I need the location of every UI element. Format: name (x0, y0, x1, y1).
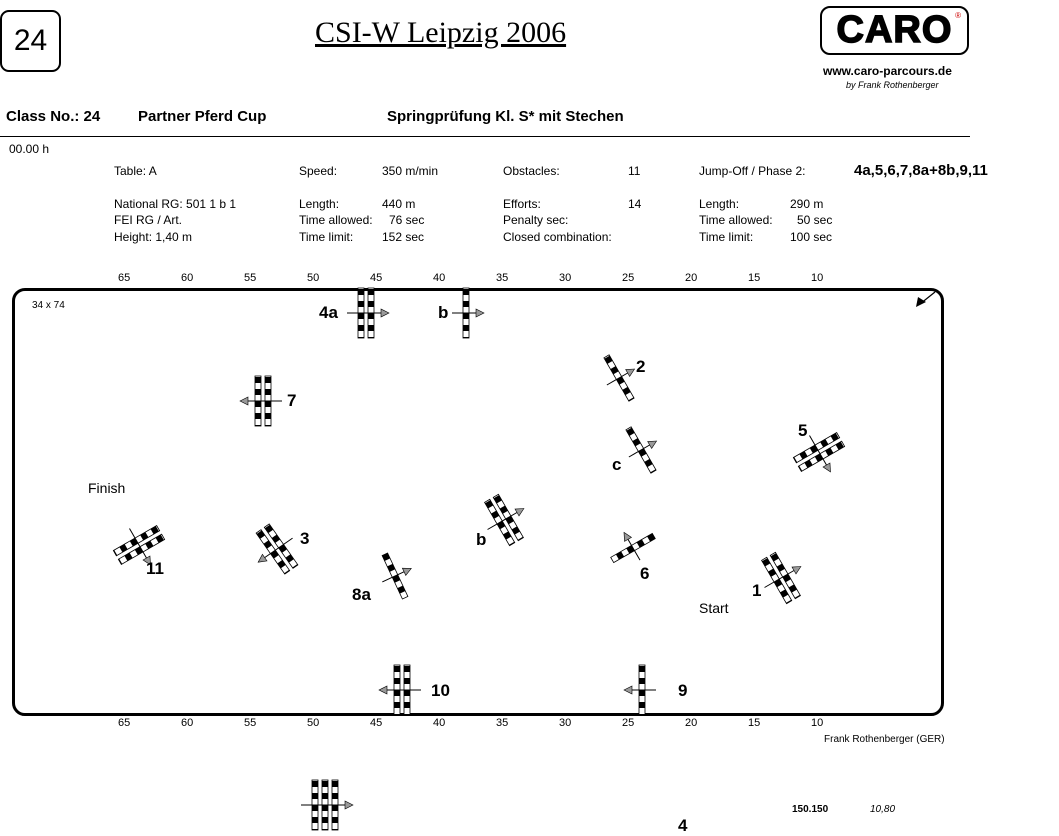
legend-code: 150.150 (792, 804, 829, 815)
jumpoff-value: 4a,5,6,7,8a+8b,9,11 (854, 162, 988, 179)
legend-fence-fence (301, 780, 353, 830)
designer-credit: Frank Rothenberger (GER) (824, 734, 945, 745)
obstacles-label: Obstacles: (503, 164, 560, 178)
speed-label: Speed: (299, 164, 338, 178)
class-no: Class No.: 24 (6, 108, 101, 125)
obstacle-7-label: 7 (287, 391, 297, 410)
scale-tick-20: 20 (685, 717, 698, 729)
obstacle-10-fence (379, 665, 421, 715)
event-title: CSI-W Leipzig 2006 (315, 16, 567, 49)
obstacle-6-arrow-icon (621, 530, 632, 541)
sponsor-name: Partner Pferd Cup (138, 108, 267, 125)
obstacle-2-label: 2 (636, 357, 646, 376)
obstacle-b-top-arrow-icon (476, 309, 484, 317)
obstacle-5-label: 5 (798, 421, 808, 440)
scale-tick-50: 50 (307, 272, 320, 284)
jo-time-limit-label: Time limit: (699, 230, 754, 244)
arena-size: 34 x 74 (32, 300, 65, 311)
obstacle-b-mid-label: b (476, 530, 487, 549)
scale-tick-25: 25 (622, 717, 635, 729)
obstacle-3-label: 3 (300, 529, 310, 548)
scale-tick-60: 60 (181, 717, 194, 729)
obstacle-4a-fence (347, 288, 389, 338)
jumpoff-label: Jump-Off / Phase 2: (699, 164, 806, 178)
jo-time-allowed-value: 50 sec (797, 213, 833, 227)
logo-text: CARO (836, 9, 953, 51)
scale-tick-60: 60 (181, 272, 194, 284)
competition-name: Springprüfung Kl. S* mit Stechen (387, 108, 624, 125)
obstacle-9-label: 9 (678, 681, 688, 700)
logo-registered-mark: ® (955, 11, 961, 20)
legend-fence-arrow-icon (345, 801, 353, 809)
jo-time-allowed-label: Time allowed: (699, 213, 773, 227)
obstacle-4a-arrow-icon (381, 309, 389, 317)
scale-tick-55: 55 (244, 717, 257, 729)
obstacle-7-arrow-icon (240, 397, 248, 405)
height-spec: Height: 1,40 m (114, 230, 193, 244)
speed-value: 350 m/min (382, 164, 439, 178)
obstacle-3-fence (244, 518, 310, 583)
obstacle-10-label: 10 (431, 681, 450, 700)
time-allowed-value: 76 sec (389, 213, 425, 227)
length-value: 440 m (382, 197, 416, 211)
national-rg: National RG: 501 1 b 1 (114, 197, 237, 211)
obstacle-c-fence (616, 419, 669, 478)
start-label: Start (699, 600, 729, 616)
time-limit-value: 152 sec (382, 230, 425, 244)
corner-arrow-icon (916, 292, 935, 307)
obstacle-b-top-label: b (438, 303, 449, 322)
obstacle-c-label: c (612, 455, 622, 474)
scale-tick-55: 55 (244, 272, 257, 284)
obstacle-4a-label: 4a (319, 303, 338, 322)
scale-tick-20: 20 (685, 272, 698, 284)
scale-tick-40: 40 (433, 272, 446, 284)
jo-length-label: Length: (699, 197, 740, 211)
time-allowed-label: Time allowed: (299, 213, 373, 227)
scale-tick-40: 40 (433, 717, 446, 729)
scale-tick-65: 65 (118, 717, 131, 729)
efforts-value: 14 (628, 197, 642, 211)
obstacle-7-fence (240, 376, 282, 426)
obstacle-1-arrow-icon (792, 563, 803, 574)
legend-measure: 10,80 (870, 804, 896, 815)
obstacle-8a-fence (372, 547, 421, 604)
scale-tick-50: 50 (307, 717, 320, 729)
scale-tick-15: 15 (748, 272, 761, 284)
table-spec: Table: A (114, 164, 157, 178)
class-number: 24 (13, 24, 48, 57)
obstacle-9-arrow-icon (624, 686, 632, 694)
jo-time-limit-value: 100 sec (790, 230, 833, 244)
obstacle-6-label: 6 (640, 564, 650, 583)
scale-tick-65: 65 (118, 272, 131, 284)
length-label: Length: (299, 197, 340, 211)
legend-number: 4 (678, 816, 688, 835)
obstacle-b-top-fence (452, 288, 484, 338)
time-limit-label: Time limit: (299, 230, 354, 244)
scale-tick-30: 30 (559, 272, 572, 284)
efforts-label: Efforts: (503, 197, 541, 211)
scale-tick-25: 25 (622, 272, 635, 284)
obstacle-9-fence (624, 665, 656, 715)
obstacle-5-arrow-icon (823, 463, 834, 474)
fei-rg: FEI RG / Art. (114, 213, 183, 227)
website-link[interactable]: www.caro-parcours.de (823, 64, 952, 78)
obstacle-b-mid-arrow-icon (515, 505, 526, 516)
obstacles-value: 11 (628, 164, 641, 178)
obstacle-6-fence (603, 520, 661, 572)
scale-tick-15: 15 (748, 717, 761, 729)
obstacle-11-label: 11 (146, 559, 164, 578)
obstacle-10-arrow-icon (379, 686, 387, 694)
obstacle-8a-label: 8a (352, 585, 371, 604)
scale-tick-45: 45 (370, 272, 383, 284)
closed-combination-label: Closed combination: (503, 230, 612, 244)
obstacle-2-arrow-icon (626, 366, 637, 377)
scale-tick-10: 10 (811, 717, 824, 729)
obstacle-c-arrow-icon (648, 438, 659, 449)
penalty-label: Penalty sec: (503, 213, 569, 227)
jo-length-value: 290 m (790, 197, 824, 211)
scale-tick-35: 35 (496, 717, 509, 729)
scale-tick-35: 35 (496, 272, 509, 284)
obstacle-3-arrow-icon (256, 554, 267, 565)
start-time: 00.00 h (9, 142, 50, 156)
scale-tick-10: 10 (811, 272, 824, 284)
scale-tick-45: 45 (370, 717, 383, 729)
obstacle-1-label: 1 (752, 581, 762, 600)
finish-label: Finish (88, 480, 126, 496)
scale-tick-30: 30 (559, 717, 572, 729)
obstacle-8a-arrow-icon (402, 565, 413, 576)
byline: by Frank Rothenberger (846, 80, 939, 90)
